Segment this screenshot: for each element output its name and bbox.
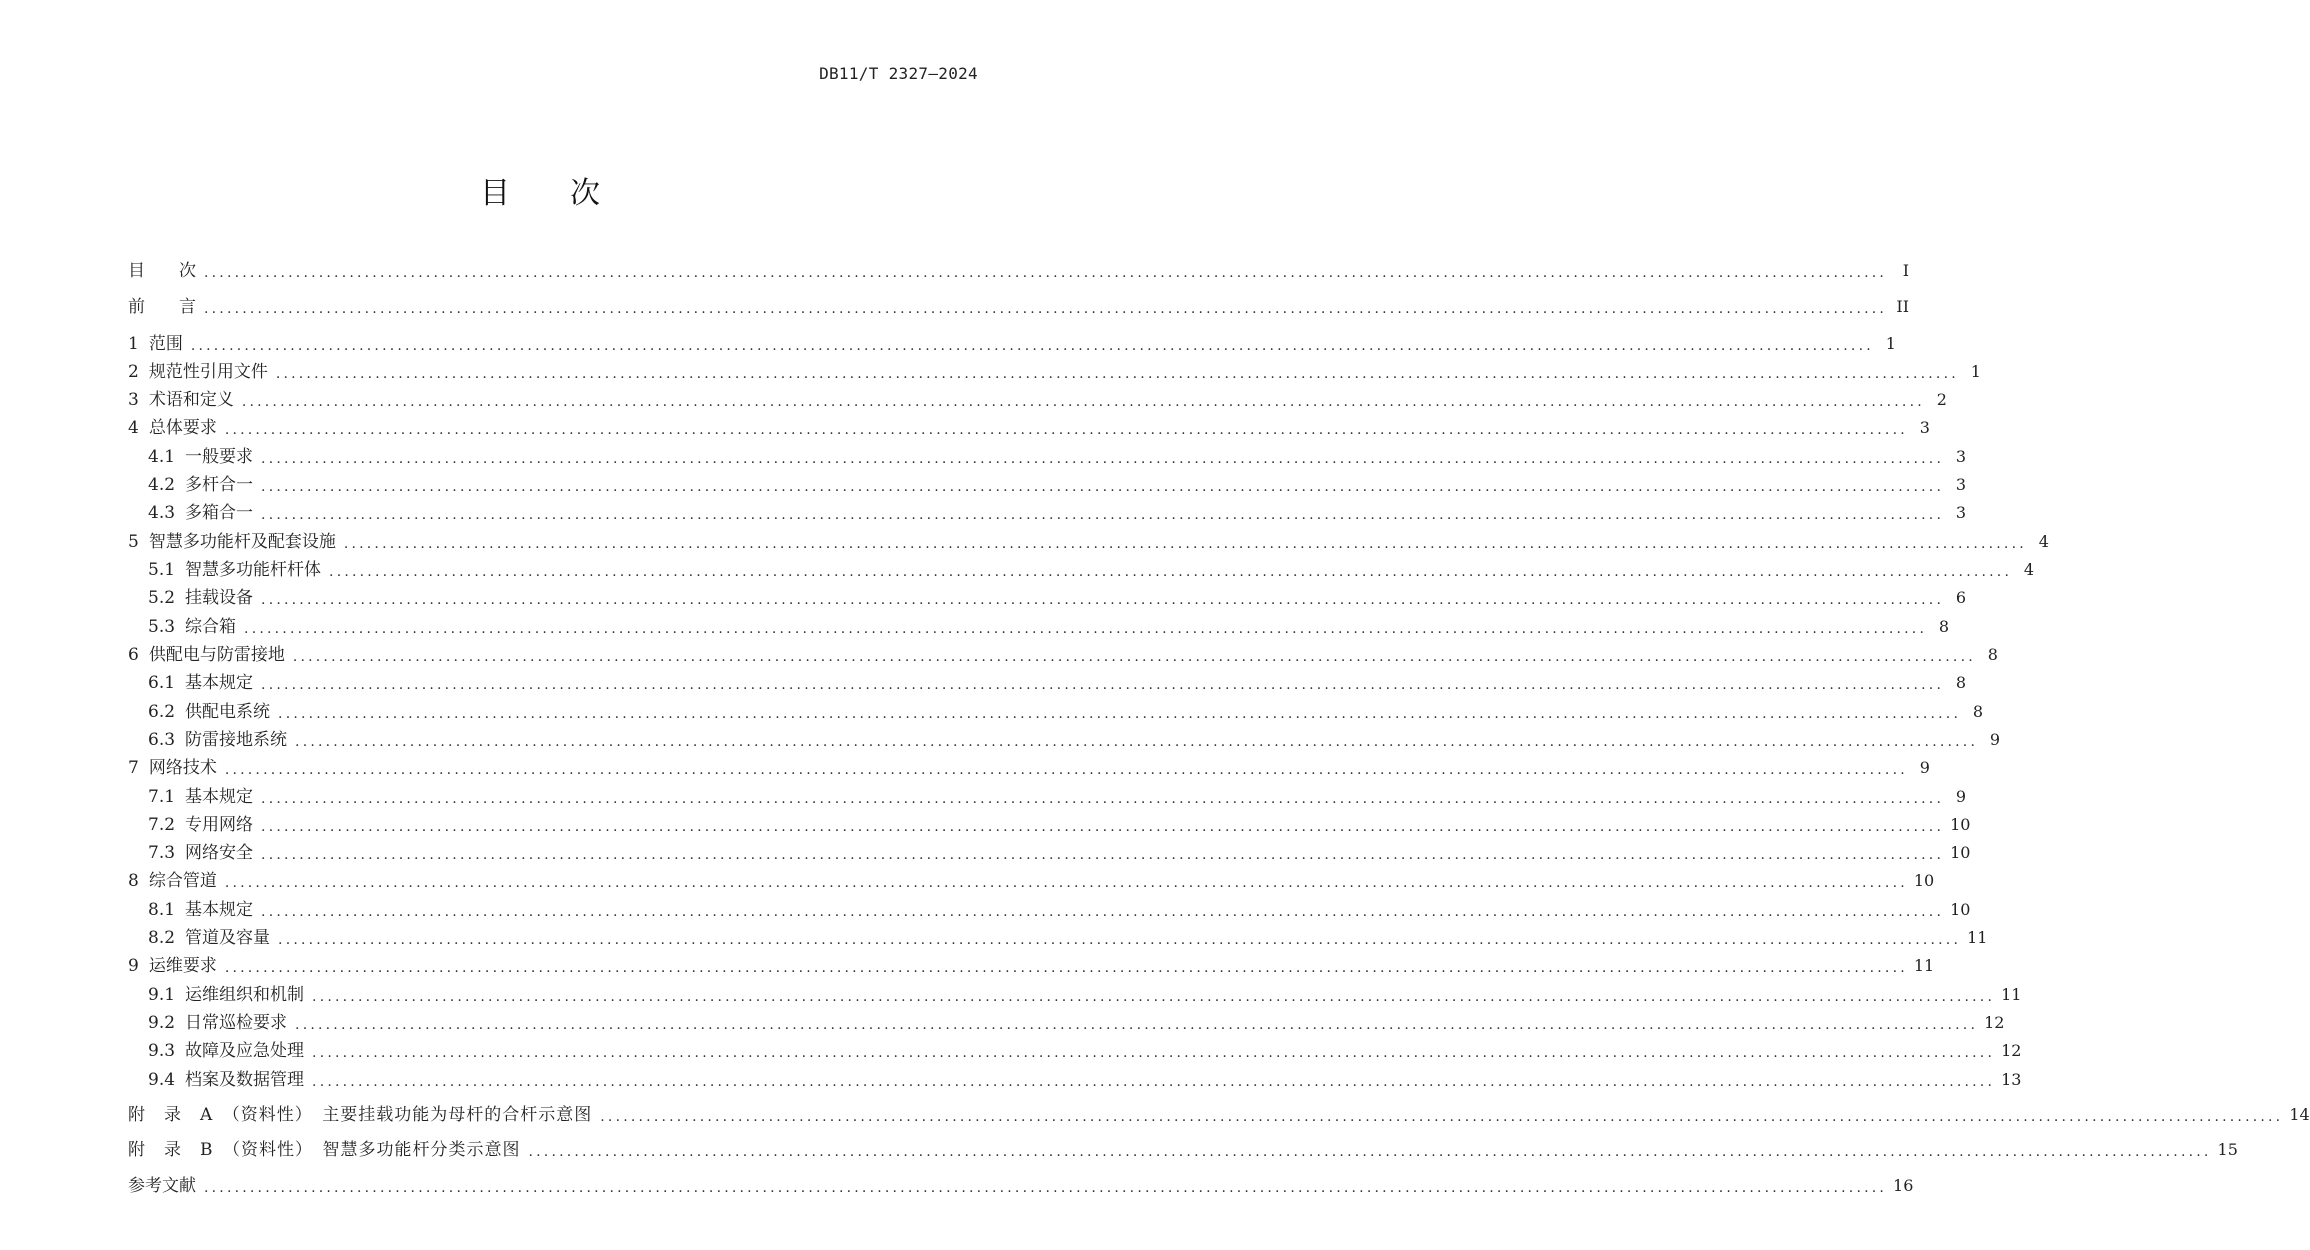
toc-leader-dots: ............................................................................................................................................................................................................................ bbox=[204, 1180, 1888, 1196]
toc-entry-number: 6.2 bbox=[148, 702, 176, 722]
toc-leader-dots: ............................................................................................................................................................................................................................ bbox=[261, 791, 1945, 807]
toc-entry-label: 管道及容量 bbox=[185, 928, 271, 948]
toc-entry-label: 多杆合一 bbox=[185, 475, 254, 495]
toc-entry-label: 参考文献 bbox=[128, 1176, 196, 1196]
toc-entry-number: 9.2 bbox=[148, 1013, 176, 1033]
toc-leader-dots: ............................................................................................................................................................................................................................ bbox=[224, 875, 1908, 891]
toc-entry[interactable] bbox=[128, 258, 1910, 284]
toc-entry-label: 基本规定 bbox=[185, 900, 254, 920]
toc-entry[interactable] bbox=[128, 1137, 2238, 1163]
toc-entry-number: 7.3 bbox=[148, 843, 176, 863]
toc-entry-number: 7.2 bbox=[148, 815, 176, 835]
toc-entry-number: 8.1 bbox=[148, 900, 176, 920]
toc-entry-label: 故障及应急处理 bbox=[185, 1041, 305, 1061]
page-title: 目 次 bbox=[480, 176, 600, 211]
toc-leader-dots: ............................................................................................................................................................................................................................ bbox=[204, 265, 1888, 281]
toc-entry-label: 运维组织和机制 bbox=[185, 985, 305, 1005]
toc-entry-label: 专用网络 bbox=[185, 815, 254, 835]
toc-leader-dots: ............................................................................................................................................................................................................................ bbox=[528, 1144, 2212, 1160]
toc-page-number: 11 bbox=[1967, 928, 1988, 947]
toc-page-number: I bbox=[1902, 261, 1910, 280]
toc-page-number: 13 bbox=[2001, 1070, 2022, 1089]
toc-entry-number: 5.1 bbox=[148, 560, 176, 580]
toc-entry-number: 9.1 bbox=[148, 985, 176, 1005]
toc-entry[interactable] bbox=[148, 472, 1967, 498]
toc-entry[interactable] bbox=[148, 1067, 2022, 1093]
toc-entry[interactable] bbox=[148, 925, 1988, 951]
toc-leader-dots: ............................................................................................................................................................................................................................ bbox=[343, 536, 2027, 552]
toc-page-number: 4 bbox=[2038, 532, 2049, 551]
toc-entry-label: 综合箱 bbox=[185, 617, 237, 637]
toc-entry[interactable] bbox=[128, 415, 1930, 441]
toc-entry-number: 4.3 bbox=[148, 503, 176, 523]
toc-leader-dots: ............................................................................................................................................................................................................................ bbox=[224, 762, 1908, 778]
toc-leader-dots: ............................................................................................................................................................................................................................ bbox=[261, 592, 1945, 608]
toc-leader-dots: ............................................................................................................................................................................................................................ bbox=[329, 564, 2013, 580]
toc-page-number: 10 bbox=[1950, 815, 1971, 834]
toc-entry-label: 术语和定义 bbox=[148, 390, 234, 410]
toc-entry-label: 挂载设备 bbox=[185, 588, 254, 608]
toc-leader-dots: ............................................................................................................................................................................................................................ bbox=[312, 1045, 1996, 1061]
toc-page-number: 11 bbox=[2001, 985, 2022, 1004]
toc-entry[interactable] bbox=[128, 294, 1910, 320]
toc-leader-dots: ............................................................................................................................................................................................................................ bbox=[261, 677, 1945, 693]
toc-entry-number: 6.1 bbox=[148, 673, 176, 693]
toc-page-number: 1 bbox=[1970, 362, 1981, 381]
toc-entry[interactable] bbox=[148, 444, 1967, 470]
toc-entry-number: 4 bbox=[128, 418, 139, 438]
toc-entry-number: 7 bbox=[128, 758, 139, 778]
toc-leader-dots: ............................................................................................................................................................................................................................ bbox=[292, 649, 1976, 665]
toc-entry[interactable] bbox=[148, 840, 1971, 866]
toc-leader-dots: ............................................................................................................................................................................................................................ bbox=[261, 904, 1945, 920]
toc-entry[interactable] bbox=[148, 699, 1984, 725]
toc-entry-number: 4.2 bbox=[148, 475, 176, 495]
toc-entry[interactable] bbox=[128, 1173, 1914, 1199]
toc-page-number: 15 bbox=[2217, 1140, 2238, 1159]
toc-page-number: 3 bbox=[1955, 447, 1967, 466]
toc-entry-label: 智慧多功能杆及配套设施 bbox=[148, 532, 336, 552]
toc-entry-number: 5.3 bbox=[148, 617, 176, 637]
toc-entry-number: 9.4 bbox=[148, 1070, 176, 1090]
toc-page-number: 9 bbox=[1989, 730, 2001, 749]
toc-entry[interactable] bbox=[148, 585, 1967, 611]
toc-page-number: 8 bbox=[1955, 673, 1967, 692]
toc-entry-label: 目 次 bbox=[128, 261, 196, 281]
toc-leader-dots: ............................................................................................................................................................................................................................ bbox=[224, 422, 1908, 438]
toc-entry-label: 综合管道 bbox=[148, 871, 217, 891]
toc-entry-label: 总体要求 bbox=[148, 418, 217, 438]
toc-entry-label: 一般要求 bbox=[185, 447, 254, 467]
toc-entry-number: 7.1 bbox=[148, 787, 176, 807]
toc-entry[interactable] bbox=[148, 982, 2022, 1008]
toc-page-number: 4 bbox=[2023, 560, 2035, 579]
toc-entry[interactable] bbox=[148, 812, 1971, 838]
toc-entry-number: 3 bbox=[128, 390, 139, 410]
toc-entry[interactable] bbox=[148, 1010, 2005, 1036]
toc-leader-dots: ............................................................................................................................................................................................................................ bbox=[224, 960, 1908, 976]
toc-page-number: 9 bbox=[1955, 787, 1967, 806]
toc-page-number: 10 bbox=[1950, 843, 1971, 862]
toc-leader-dots: ............................................................................................................................................................................................................................ bbox=[295, 1017, 1979, 1033]
toc-page-number: 3 bbox=[1955, 475, 1967, 494]
toc-entry-label: 基本规定 bbox=[185, 673, 254, 693]
toc-page-number: 3 bbox=[1955, 503, 1967, 522]
toc-leader-dots: ............................................................................................................................................................................................................................ bbox=[204, 301, 1888, 317]
toc-entry-number: 5.2 bbox=[148, 588, 176, 608]
toc-entry-label: 日常巡检要求 bbox=[185, 1013, 288, 1033]
toc-entry-label: 网络技术 bbox=[148, 758, 217, 778]
toc-entry[interactable] bbox=[128, 755, 1930, 781]
toc-entry-label: 运维要求 bbox=[148, 956, 217, 976]
toc-page-number: 11 bbox=[1913, 956, 1935, 975]
toc-page-number: 16 bbox=[1893, 1176, 1914, 1195]
toc-entry[interactable] bbox=[128, 642, 1998, 668]
toc-entry[interactable] bbox=[128, 387, 1947, 413]
toc-page-number: 12 bbox=[2001, 1041, 2022, 1060]
toc-page-number: 8 bbox=[1938, 617, 1950, 636]
toc-entry-label: 供配电系统 bbox=[185, 702, 271, 722]
toc-entry-number: 9.3 bbox=[148, 1041, 176, 1061]
standard-code: DB11/T 2327—2024 bbox=[819, 64, 978, 83]
toc-entry-number: 4.1 bbox=[148, 447, 176, 467]
toc-entry-number: 8.2 bbox=[148, 928, 176, 948]
toc-entry-label: 附 录 B （资料性） 智慧多功能杆分类示意图 bbox=[128, 1140, 521, 1160]
toc-leader-dots: ............................................................................................................................................................................................................................ bbox=[261, 451, 1945, 467]
toc-page-number: 3 bbox=[1919, 418, 1930, 437]
toc-entry-label: 前 言 bbox=[128, 297, 196, 317]
toc-entry-label: 网络安全 bbox=[185, 843, 254, 863]
toc-entry[interactable] bbox=[148, 727, 2001, 753]
toc-entry[interactable] bbox=[148, 670, 1967, 696]
toc-leader-dots: ............................................................................................................................................................................................................................ bbox=[261, 507, 1945, 523]
toc-entry[interactable] bbox=[148, 784, 1967, 810]
toc-entry-label: 档案及数据管理 bbox=[185, 1070, 305, 1090]
toc-entry-label: 规范性引用文件 bbox=[148, 362, 268, 382]
toc-leader-dots: ............................................................................................................................................................................................................................ bbox=[261, 479, 1945, 495]
toc-leader-dots: ............................................................................................................................................................................................................................ bbox=[241, 394, 1925, 410]
toc-entry-label: 供配电与防雷接地 bbox=[148, 645, 285, 665]
toc-page-number: 2 bbox=[1936, 390, 1947, 409]
toc-page-number: 14 bbox=[2289, 1105, 2310, 1124]
toc-entry[interactable] bbox=[148, 614, 1950, 640]
toc-entry-number: 2 bbox=[128, 362, 139, 382]
toc-entry[interactable] bbox=[128, 331, 1896, 357]
toc-entry[interactable] bbox=[128, 529, 2049, 555]
toc-entry[interactable] bbox=[128, 868, 1935, 894]
toc-entry-label: 多箱合一 bbox=[185, 503, 254, 523]
toc-entry-label: 智慧多功能杆杆体 bbox=[185, 560, 322, 580]
toc-entry-number: 8 bbox=[128, 871, 139, 891]
toc-page-number: 10 bbox=[1913, 871, 1935, 890]
toc-leader-dots: ............................................................................................................................................................................................................................ bbox=[275, 366, 1959, 382]
toc-entry[interactable] bbox=[148, 557, 2035, 583]
toc-page-number: 1 bbox=[1885, 334, 1896, 353]
toc-entry-number: 1 bbox=[128, 334, 139, 354]
toc-page-number: 8 bbox=[1972, 702, 1984, 721]
toc-entry[interactable] bbox=[128, 953, 1935, 979]
toc-entry-number: 6.3 bbox=[148, 730, 176, 750]
toc-leader-dots: ............................................................................................................................................................................................................................ bbox=[244, 621, 1928, 637]
toc-entry[interactable] bbox=[128, 1102, 2310, 1128]
toc-leader-dots: ............................................................................................................................................................................................................................ bbox=[312, 1074, 1996, 1090]
toc-entry-number: 5 bbox=[128, 532, 139, 552]
toc-entry-label: 附 录 A （资料性） 主要挂载功能为母杆的合杆示意图 bbox=[128, 1105, 593, 1125]
toc-entry-label: 范围 bbox=[148, 334, 183, 354]
toc-leader-dots: ............................................................................................................................................................................................................................ bbox=[295, 734, 1979, 750]
toc-page-number: 6 bbox=[1955, 588, 1967, 607]
toc-page-number: 12 bbox=[1984, 1013, 2005, 1032]
toc-entry-label: 防雷接地系统 bbox=[185, 730, 288, 750]
toc-page-number: II bbox=[1896, 297, 1910, 316]
toc-entry[interactable] bbox=[148, 500, 1967, 526]
toc-page-number: 9 bbox=[1919, 758, 1930, 777]
toc-leader-dots: ............................................................................................................................................................................................................................ bbox=[261, 819, 1945, 835]
toc-entry-number: 6 bbox=[128, 645, 139, 665]
toc-leader-dots: ............................................................................................................................................................................................................................ bbox=[312, 989, 1996, 1005]
toc-leader-dots: ............................................................................................................................................................................................................................ bbox=[600, 1109, 2284, 1125]
toc-page-number: 10 bbox=[1950, 900, 1971, 919]
toc-entry[interactable] bbox=[128, 359, 1981, 385]
toc-entry[interactable] bbox=[148, 1038, 2022, 1064]
toc-leader-dots: ............................................................................................................................................................................................................................ bbox=[278, 932, 1962, 948]
toc-leader-dots: ............................................................................................................................................................................................................................ bbox=[190, 338, 1874, 354]
toc-leader-dots: ............................................................................................................................................................................................................................ bbox=[278, 706, 1962, 722]
toc-entry[interactable] bbox=[148, 897, 1971, 923]
toc-entry-label: 基本规定 bbox=[185, 787, 254, 807]
toc-page-number: 8 bbox=[1987, 645, 1998, 664]
toc-leader-dots: ............................................................................................................................................................................................................................ bbox=[261, 847, 1945, 863]
toc-entry-number: 9 bbox=[128, 956, 139, 976]
